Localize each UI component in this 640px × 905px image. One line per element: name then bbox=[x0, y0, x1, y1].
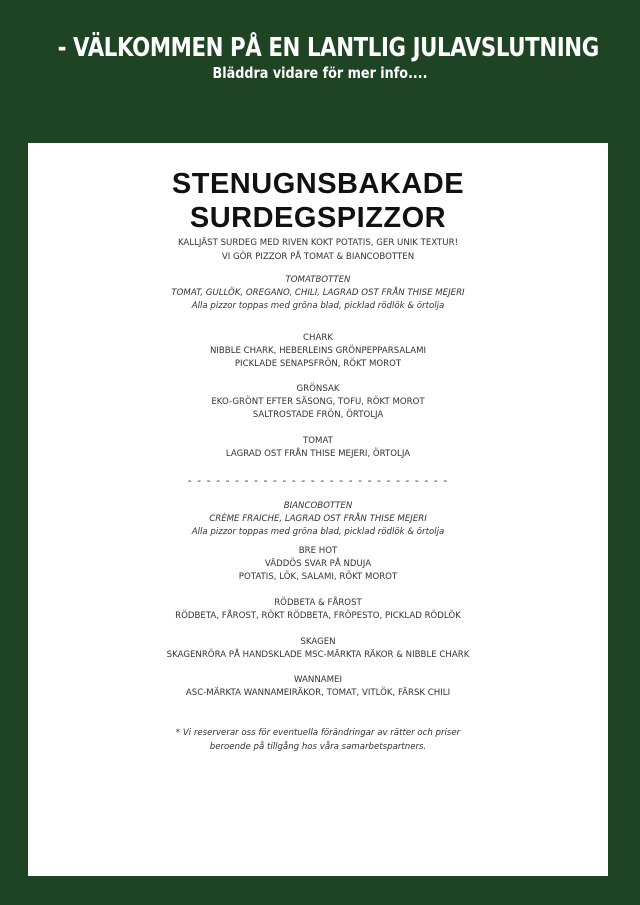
pizza-item bbox=[28, 435, 608, 461]
pizza-ingredients: SKAGENRÖRA PÅ HANDSKLADE MSC-MÄRKTA RÄKOR & NIBBLE CHARK bbox=[166, 650, 470, 660]
pizza-ingredients: ASC-MÄRKTA WANNAMEIRÄKOR, TOMAT, VITLÖK, FÄRSK CHILI bbox=[185, 688, 451, 698]
pizza-item bbox=[28, 674, 608, 700]
pizza-name: TOMAT bbox=[303, 436, 333, 446]
disclaimer-note bbox=[28, 726, 608, 754]
heading-line-2: SURDEGSPIZZOR bbox=[189, 202, 447, 234]
bianco-base-title: BIANCOBOTTEN bbox=[283, 501, 353, 511]
pizza-ingredients: PICKLADE SENAPSFRÖN, RÖKT MOROT bbox=[234, 359, 402, 369]
tomato-base-section bbox=[28, 274, 608, 313]
menu-card bbox=[28, 143, 608, 876]
pizza-ingredients: RÖDBETA, FÅROST, RÖKT RÖDBETA, FRÖPESTO, PICKLAD RÖDLÖK bbox=[175, 611, 461, 621]
pizza-item bbox=[28, 636, 608, 662]
tomato-base-toppings: Alla pizzor toppas med gröna blad, picklad rödlök & örtolja bbox=[191, 301, 445, 311]
bianco-base-ingredients: CRÈME FRAICHE, LAGRAD OST FRÅN THISE MEJERI bbox=[209, 514, 427, 524]
pizza-name: RÖDBETA & FÅROST bbox=[274, 598, 362, 608]
pizza-name: SKAGEN bbox=[300, 637, 336, 647]
pizza-ingredients: EKO-GRÖNT EFTER SÄSONG, TOFU, RÖKT MOROT bbox=[211, 397, 425, 407]
banner-title: - VÄLKOMMEN PÅ EN LANTLIG JULAVSLUTNING bbox=[57, 33, 599, 63]
intro-line-1: KALLJÄST SURDEG MED RIVEN KOKT POTATIS, GER UNIK TEXTUR! bbox=[177, 238, 459, 248]
pizza-item bbox=[28, 597, 608, 623]
heading-line-1: STENUGNSBAKADE bbox=[171, 168, 465, 200]
pizza-name: CHARK bbox=[303, 333, 333, 343]
pizza-ingredients: VÄDDÖS SVAR PÅ NDUJA bbox=[264, 559, 372, 569]
note-line-1: * Vi reserverar oss för eventuella förändringar av rätter och priser bbox=[175, 728, 461, 738]
menu-intro bbox=[28, 236, 608, 264]
banner bbox=[0, 0, 640, 143]
bianco-base-section bbox=[28, 500, 608, 539]
bianco-base-toppings: Alla pizzor toppas med gröna blad, picklad rödlök & örtolja bbox=[191, 527, 445, 537]
section-divider: - - - - - - - - - - - - - - - - - - - - - - - - - - - - bbox=[187, 474, 449, 487]
tomato-base-ingredients: TOMAT, GULLÖK, OREGANO, CHILI, LAGRAD OST FRÅN THISE MEJERI bbox=[171, 288, 465, 298]
pizza-ingredients: LAGRAD OST FRÅN THISE MEJERI, ÖRTOLJA bbox=[225, 449, 411, 459]
pizza-item bbox=[28, 332, 608, 371]
pizza-ingredients: POTATIS, LÖK, SALAMI, RÖKT MOROT bbox=[238, 572, 398, 582]
tomato-base-title: TOMATBOTTEN bbox=[285, 275, 351, 285]
pizza-item bbox=[28, 545, 608, 584]
pizza-name: BRE HOT bbox=[298, 546, 338, 556]
intro-line-2: VI GÖR PIZZOR PÅ TOMAT & BIANCOBOTTEN bbox=[221, 252, 415, 262]
pizza-name: GRÖNSAK bbox=[296, 384, 340, 394]
pizza-name: WANNAMEI bbox=[293, 675, 343, 685]
pizza-ingredients: NIBBLE CHARK, HEBERLEINS GRÖNPEPPARSALAMI bbox=[209, 346, 427, 356]
pizza-ingredients: SALTROSTADE FRÖN, ÖRTOLJA bbox=[252, 410, 384, 420]
banner-subtitle: Bläddra vidare för mer info.... bbox=[212, 64, 428, 82]
pizza-item bbox=[28, 383, 608, 422]
menu-heading bbox=[28, 167, 608, 235]
note-line-2: beroende på tillgång hos våra samarbetspartners. bbox=[209, 742, 427, 752]
